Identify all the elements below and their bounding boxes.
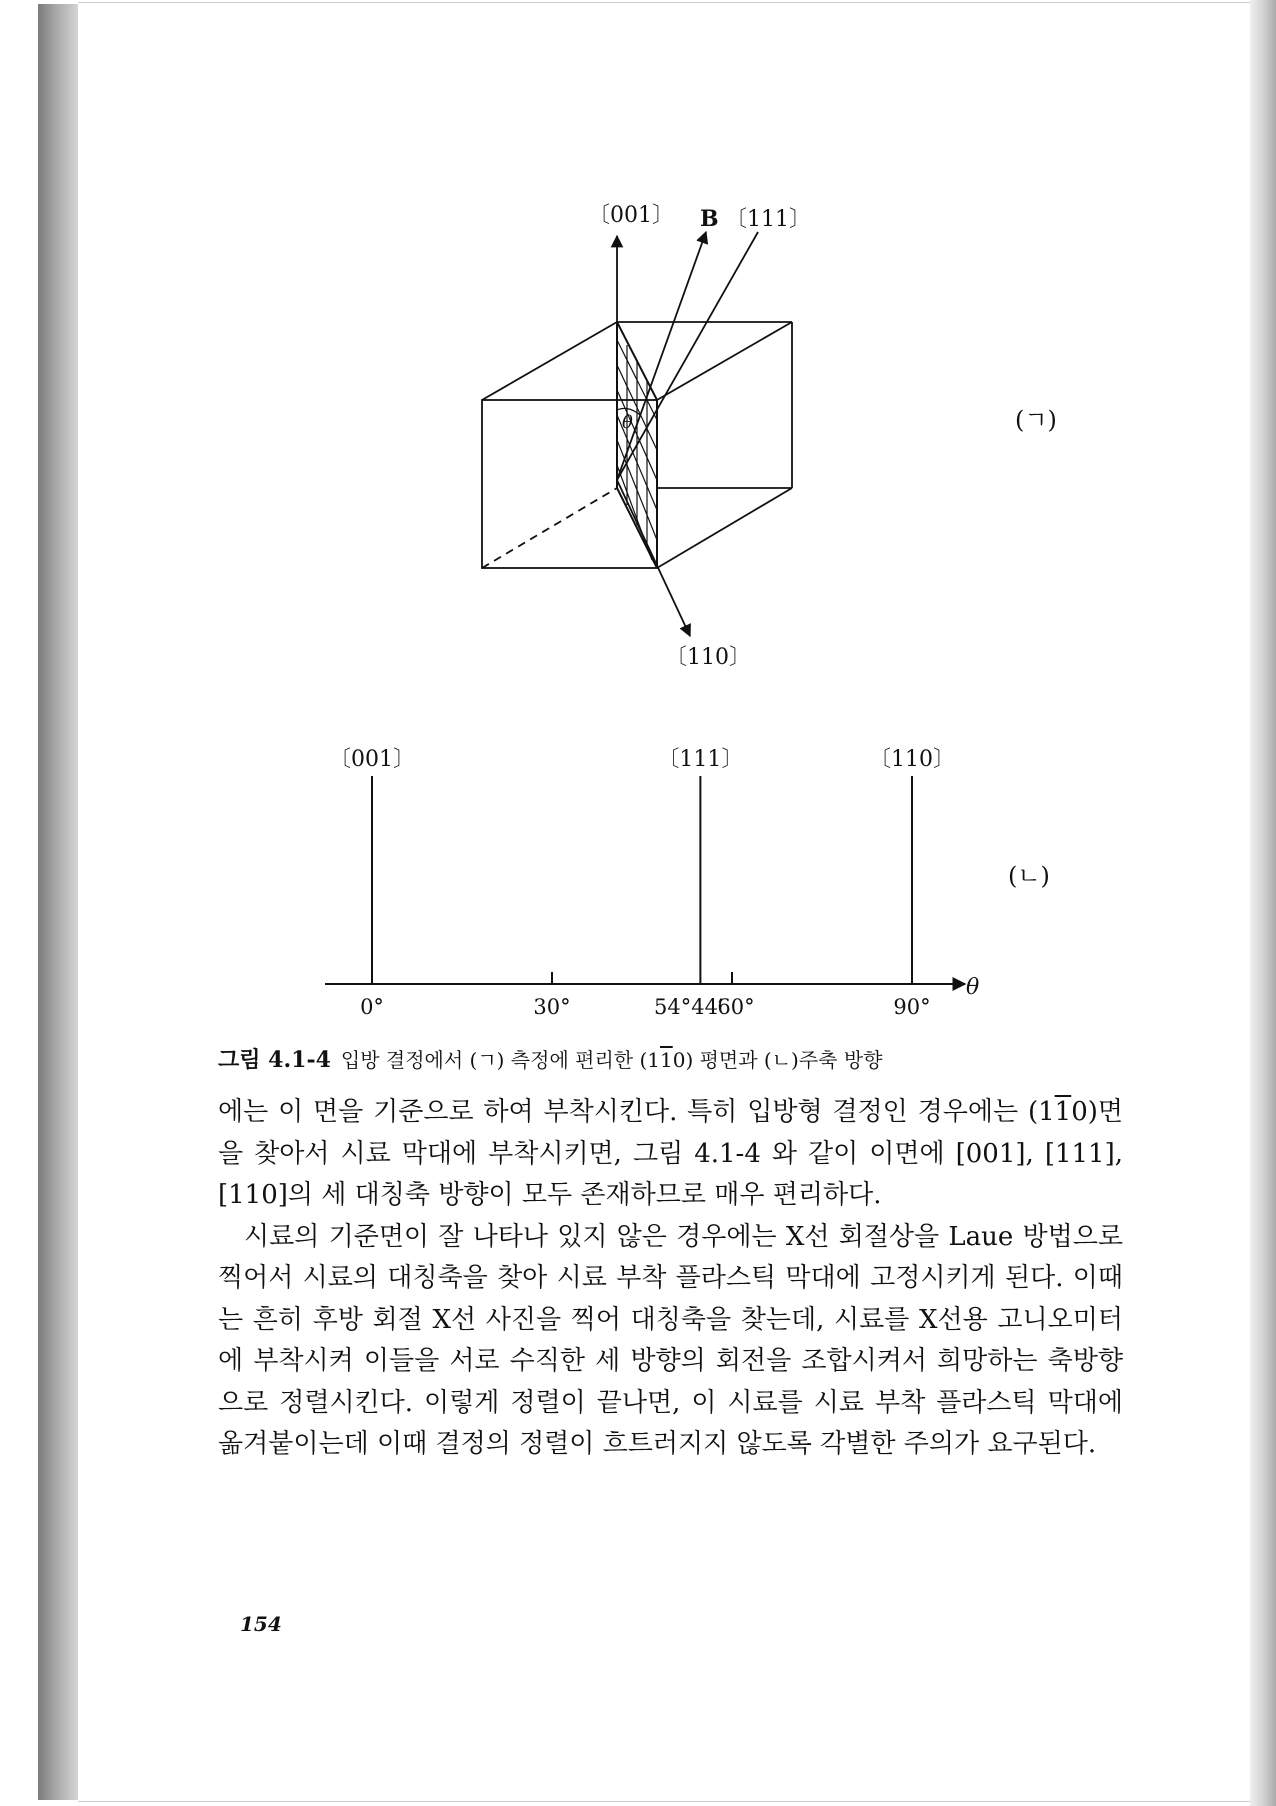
tick-label-4: 90°: [893, 995, 931, 1019]
figure-b-axis-directions: [0, 720, 1276, 1020]
label-b: B: [700, 206, 719, 232]
direction-label-0: 〔001〕: [329, 747, 415, 772]
label-110-a: 〔110〕: [665, 645, 751, 670]
page-number: 154: [240, 1612, 282, 1636]
direction-label-2: 〔110〕: [869, 747, 955, 772]
paragraph-2: 시료의 기준면이 잘 나타나 있지 않은 경우에는 X선 회절상을 Laue 방법으로 찍어서 시료의 대칭축을 찾아 시료 부착 플라스틱 막대에 고정시키게 된다. 이때는 흔히 후방 회절 X선 사진을 찍어 대칭축을 찾는데, 시료를 X선용 고니오미터에 부착시켜 이들을 서로 수직한 세 방향의 회전을 조합시켜서 희망하는 축방향으로 정렬시킨다. 이렇게 정렬이 끝나면, 이 시료를 시료 부착 플라스틱 막대에 옮겨붙이는데 이때 결정의 정렬이 흐트러지지 않도록 각별한 주의가 요구된다.: [218, 1221, 1124, 1459]
tick-label-3: 60°: [717, 995, 755, 1019]
figure-a-cube-diagram: [0, 0, 1276, 700]
axis-b-arrow: [617, 232, 706, 480]
label-111-a: 〔111〕: [725, 207, 811, 232]
cube-edge: [657, 322, 792, 400]
tick-label-1: 30°: [533, 995, 571, 1019]
tick-label-0: 0°: [360, 995, 384, 1019]
figure-a-label: (ㄱ): [1015, 406, 1057, 434]
caption-overline-digit: 1: [659, 1048, 673, 1072]
body-text: [218, 1092, 1123, 1466]
figure-caption: [218, 1043, 1128, 1074]
axis-110-arrow: [617, 480, 690, 636]
angle-theta-a: θ: [622, 412, 633, 433]
direction-label-1: 〔111〕: [657, 747, 744, 772]
tick-label-2: 54°44′: [654, 995, 723, 1019]
caption-label: 그림 4.1-4: [218, 1047, 331, 1073]
label-001-a: 〔001〕: [588, 203, 674, 228]
cube-edge: [482, 322, 617, 400]
caption-text-before: 입방 결정에서 (ㄱ) 측정에 편리한 (1: [340, 1048, 660, 1072]
figure-b-label: (ㄴ): [1008, 862, 1050, 890]
theta-axis-symbol: θ: [966, 975, 980, 1000]
axis-111-arrow: [617, 232, 758, 480]
cube-edge: [657, 488, 792, 568]
caption-text-after: 0) 평면과 (ㄴ)주축 방향: [672, 1048, 883, 1072]
p1-start: 에는 이 면을 기준으로 하여 부착시킨다. 특히 입방형 결정인 경우에는 (1: [218, 1097, 1055, 1127]
p1-end: 0)면을 찾아서 시료 막대에 부착시키면, 그림 4.1-4 와 같이 이면에 [001], [111], [110]의 세 대칭축 방향이 모두 존재하므로 매우 편리하다.: [218, 1097, 1123, 1210]
p1-overline-digit: 1: [1054, 1097, 1072, 1127]
paragraph-1: [218, 1092, 1123, 1217]
cube-hidden-edge: [482, 488, 617, 568]
